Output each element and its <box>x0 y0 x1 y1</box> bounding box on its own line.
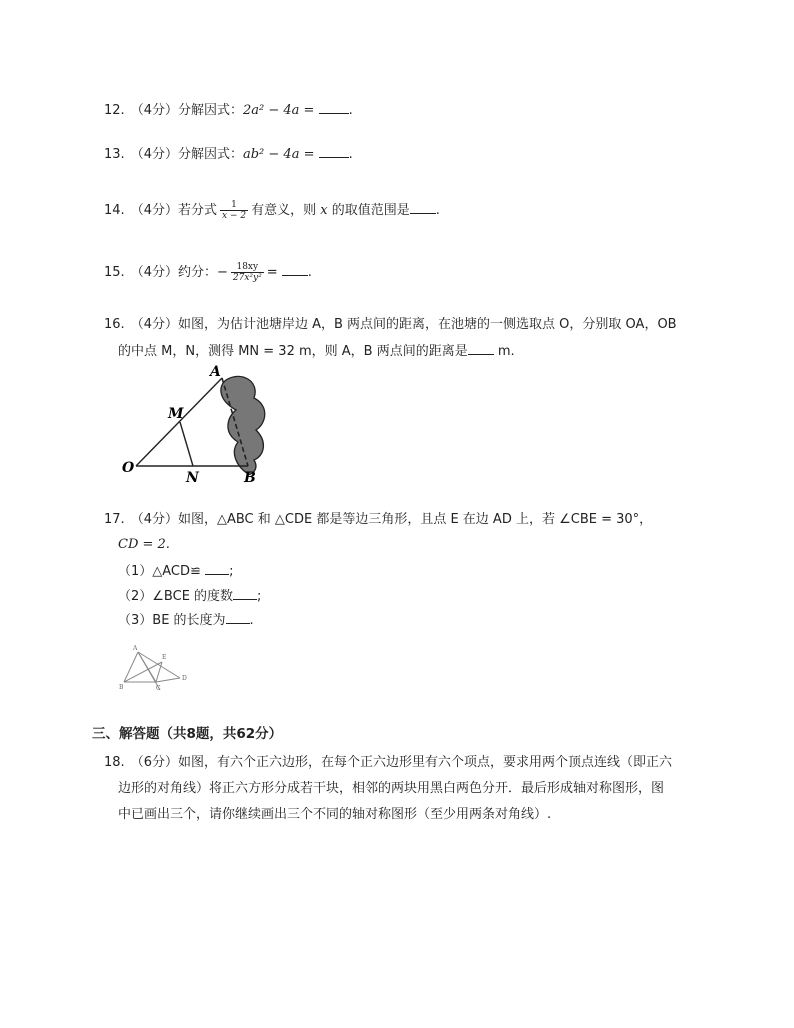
answer-blank[interactable] <box>205 562 229 575</box>
answer-blank[interactable] <box>319 101 349 114</box>
answer-blank[interactable] <box>468 342 494 355</box>
fraction-denominator: 27x²y² <box>232 273 262 283</box>
question-score: （4分） <box>130 147 178 162</box>
question-number: 14. <box>104 203 125 218</box>
unit: m. <box>497 344 515 359</box>
label-a: A <box>133 645 138 652</box>
math-variable: x <box>320 203 328 218</box>
fraction <box>220 200 248 221</box>
question-number: 18. <box>104 755 125 770</box>
label-o: O <box>122 460 135 476</box>
sub-question-text: （2）∠BCE 的度数 <box>118 589 234 604</box>
question-17 <box>104 512 652 528</box>
answer-blank[interactable] <box>233 587 257 600</box>
fraction-numerator: 1 <box>220 200 248 211</box>
question-score: （4分） <box>130 103 178 118</box>
question-score: （4分） <box>130 317 178 332</box>
label-e: E <box>162 654 167 661</box>
period: . <box>435 203 440 218</box>
line-be <box>124 662 162 682</box>
question-score: （6分） <box>130 755 178 770</box>
question-number: 17. <box>104 512 125 527</box>
question-text: CD = 2. <box>118 537 170 552</box>
period: . <box>249 613 254 628</box>
sub-question-text: （3）BE 的长度为 <box>118 613 226 628</box>
semicolon: ; <box>229 564 234 579</box>
question-18-line-2: 边形的对角线）将正六方形分成若干块，相邻的两块用黑白两色分开．最后形成轴对称图形，图 <box>118 781 665 796</box>
question-number: 15. <box>104 265 125 280</box>
question-number: 12. <box>104 103 125 118</box>
question-number: 13. <box>104 147 125 162</box>
question-text: 的取值范围是 <box>331 203 410 218</box>
label-m: M <box>168 406 184 422</box>
line-ab <box>124 652 138 682</box>
question-text: 如图，为估计池塘岸边 A，B 两点间的距离，在池塘的一侧选取点 O，分别取 OA，OB <box>177 317 677 332</box>
question-17-part-1 <box>118 562 233 580</box>
question-score: （4分） <box>130 512 178 527</box>
question-text: 的中点 M，N，测得 MN = 32 m，则 A，B 两点间的距离是 <box>118 344 468 359</box>
fraction-denominator: x − 2 <box>221 211 247 221</box>
answer-blank[interactable] <box>410 201 436 214</box>
section-heading: 三、解答题（共8题，共62分） <box>92 726 283 742</box>
sub-question-text: （1）△ACD≌ <box>118 564 201 579</box>
question-12 <box>104 101 353 119</box>
semicolon: ; <box>257 589 262 604</box>
question-17-part-2 <box>118 587 261 605</box>
question-17-line-2 <box>118 537 170 553</box>
equals-sign: = <box>266 265 278 280</box>
answer-blank[interactable] <box>282 263 308 276</box>
question-17-part-3 <box>118 611 254 629</box>
math-expression: 2a² − 4a = <box>242 103 315 118</box>
label-b: B <box>244 470 256 486</box>
question-text: 有意义，则 <box>251 203 317 218</box>
line-oa <box>136 378 222 466</box>
label-n: N <box>186 470 199 486</box>
question-14 <box>104 200 440 221</box>
pond-figure <box>118 362 278 486</box>
question-text: 如图，有六个正六边形，在每个正六边形里有六个项点，要求用两个顶点连线（即正六 <box>177 755 672 770</box>
question-score: （4分） <box>130 265 178 280</box>
period: . <box>307 265 312 280</box>
minus-sign: − <box>216 265 228 280</box>
question-score: （4分） <box>130 203 178 218</box>
question-text: 约分： <box>177 265 217 280</box>
line-mn <box>180 422 193 466</box>
question-16 <box>104 317 677 333</box>
question-18-line-1 <box>104 750 704 776</box>
question-text: 分解因式： <box>177 103 243 118</box>
period: . <box>348 103 353 118</box>
label-b: B <box>119 684 124 691</box>
triangle-figure <box>116 640 196 696</box>
question-number: 16. <box>104 317 125 332</box>
question-16-line-2 <box>118 342 515 360</box>
math-expression: ab² − 4a = <box>242 147 315 162</box>
fraction-numerator: 18xy <box>231 262 264 273</box>
question-text: 分解因式： <box>177 147 243 162</box>
question-text: 如图，△ABC 和 △CDE 都是等边三角形，且点 E 在边 AD 上，若 ∠CBE = 30°， <box>177 512 653 527</box>
label-a: A <box>210 364 221 380</box>
fraction <box>231 262 264 283</box>
question-18-line-3: 中已画出三个，请你继续画出三个不同的轴对称图形（至少用两条对角线）. <box>118 807 552 822</box>
answer-blank[interactable] <box>226 611 250 624</box>
question-15 <box>104 262 312 283</box>
question-18 <box>104 750 704 828</box>
question-13 <box>104 145 353 163</box>
label-d: D <box>182 675 187 682</box>
line-cd <box>156 678 180 682</box>
question-text: 若分式 <box>177 203 217 218</box>
label-c: C <box>156 685 161 692</box>
answer-blank[interactable] <box>319 145 349 158</box>
line-ad <box>138 652 180 678</box>
pond-shape <box>221 376 265 474</box>
period: . <box>348 147 353 162</box>
